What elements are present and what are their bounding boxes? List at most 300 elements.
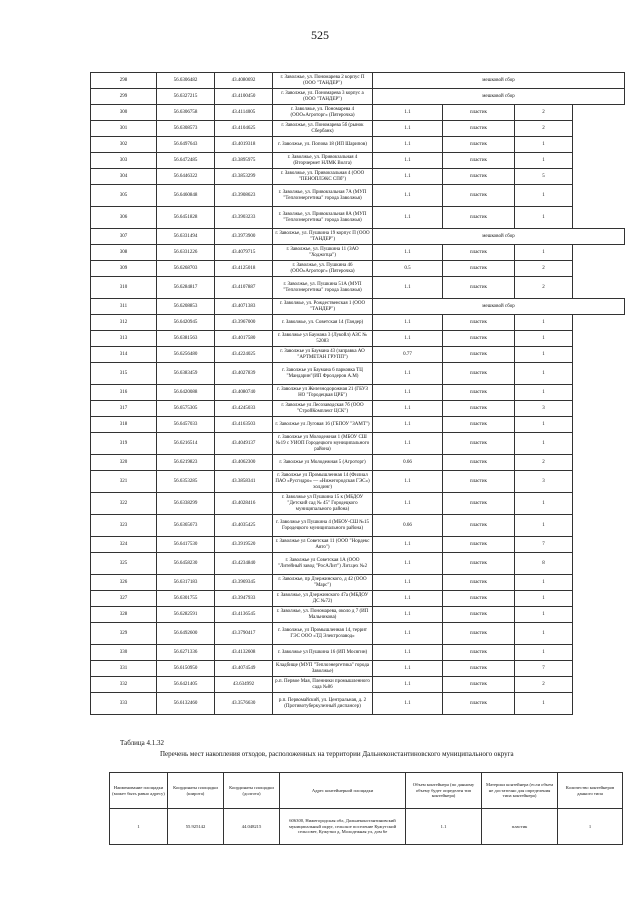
cell-address: г. Заволжье, ул. Советская 14 (Тандер)	[273, 315, 373, 331]
cell-volume: 1.1	[373, 185, 443, 207]
cell-address: г. Заволжье, ул. Привокзальная 8А (МУП "Теплоэнергетика" города Заволжья)	[273, 207, 373, 229]
cell-longitude: 43.4079715	[215, 245, 273, 261]
cell-material: пластик	[443, 121, 515, 137]
table-row	[91, 347, 625, 363]
header-site-name: Наименование площадки (может быть равно адресу)	[110, 773, 168, 809]
cell-material: пластик	[443, 385, 515, 401]
cell-volume: 1.1	[373, 153, 443, 169]
cell-number: 316	[91, 385, 157, 401]
cell-number: 325	[91, 553, 157, 575]
cell-address: р.п. Первое Мая, Пленники промышленного сада №86	[273, 677, 373, 693]
cell-longitude: 43.3895975	[215, 153, 273, 169]
cell-latitude: 56.6327215	[157, 89, 215, 105]
cell-count: 1	[515, 315, 573, 331]
cell-volume: 1.1	[373, 661, 443, 677]
cell-address: г. Заволжье ул Пушкина 16 (ИП Мосягин)	[273, 645, 373, 661]
cell-material: пластик	[443, 137, 515, 153]
cell-count: 2	[515, 261, 573, 277]
cell-count: 7	[515, 661, 573, 677]
table-row	[91, 417, 625, 433]
cell-latitude: 56.6306482	[157, 73, 215, 89]
cell-material: пластик	[443, 245, 515, 261]
cell-address: г. Заволжье ул Молодежная 1 (МБОУ СШ №19 с УИОП Городецкого муниципального района)	[273, 433, 373, 455]
cell-volume: 0.66	[373, 515, 443, 537]
cell-longitude: 43.4017580	[215, 331, 273, 347]
table-row	[91, 299, 625, 315]
cell-material: пластик	[443, 417, 515, 433]
cell-material: пластик	[443, 185, 515, 207]
table-row	[91, 73, 625, 89]
cell-address: г. Заволжье ул Баумана 43 (заправка АО "АРТМЕТАН ГРУПП")	[273, 347, 373, 363]
cell-longitude: 43.4027839	[215, 363, 273, 385]
cell-number: 318	[91, 417, 157, 433]
cell-latitude: 56.6216514	[157, 433, 215, 455]
cell-material: пластик	[482, 809, 558, 845]
cell-material: пластик	[443, 537, 515, 553]
cell-address: г. Заволжье, ул. Пономарева 2 корпус П (ООО "ТАНДЕР")	[273, 73, 373, 89]
waste-sites-table	[109, 772, 623, 845]
cell-count: 1	[515, 493, 573, 515]
table-row	[91, 277, 625, 299]
table-row	[91, 455, 625, 471]
container-sites-table	[90, 72, 625, 715]
cell-latitude: 56.6575305	[157, 401, 215, 417]
cell-collection: мешковой сбор	[373, 89, 625, 105]
cell-count: 1	[515, 693, 573, 715]
cell-longitude: 43.4136545	[215, 607, 273, 623]
cell-material: пластик	[443, 207, 515, 229]
cell-number: 323	[91, 515, 157, 537]
cell-address: г. Заволжье, ул. Привокзальная 4 (Вторчермет НЛМК Волга)	[273, 153, 373, 169]
cell-material: пластик	[443, 623, 515, 645]
cell-volume: 1.1	[373, 677, 443, 693]
table-row	[91, 515, 625, 537]
table-row	[91, 433, 625, 455]
cell-longitude: 43.634992	[215, 677, 273, 693]
cell-material: пластик	[443, 363, 515, 385]
table-row	[91, 401, 625, 417]
cell-latitude: 56.6457033	[157, 417, 215, 433]
cell-material: пластик	[443, 591, 515, 607]
table-caption: Таблица 4.1.32	[120, 739, 164, 747]
cell-latitude: 56.6353285	[157, 471, 215, 493]
cell-volume: 1.1	[373, 607, 443, 623]
cell-material: пластик	[443, 331, 515, 347]
cell-volume: 1.1	[373, 105, 443, 121]
cell-material: пластик	[443, 433, 515, 455]
table-row	[91, 493, 625, 515]
cell-count: 1	[515, 347, 573, 363]
cell-count: 1	[515, 331, 573, 347]
cell-address: г. Заволжье, ул. Пушкина 51А (МУП "Теплоэнергетика" города Заволжья)	[273, 277, 373, 299]
header-latitude: Координаты площадки (широта)	[168, 773, 224, 809]
cell-count: 1	[515, 207, 573, 229]
cell-number: 331	[91, 661, 157, 677]
cell-volume: 1.1	[373, 553, 443, 575]
cell-volume: 1.1	[373, 401, 443, 417]
cell-volume: 1.1	[373, 363, 443, 385]
cell-latitude: 56.6256480	[157, 347, 215, 363]
cell-latitude: 56.6420945	[157, 315, 215, 331]
cell-volume: 1.1	[373, 591, 443, 607]
cell-longitude: 43.4028416	[215, 493, 273, 515]
table-row	[91, 331, 625, 347]
cell-address: г. Заволжье, ул. Пономарева 3 корпус а (ООО "ТАНДЕР")	[273, 89, 373, 105]
cell-number: 330	[91, 645, 157, 661]
cell-volume: 1.1	[373, 493, 443, 515]
cell-address: г. Заволжье, пр Дзержинского, д 42 (ООО "Марс")	[273, 575, 373, 591]
cell-latitude: 56.6472485	[157, 153, 215, 169]
cell-latitude: 56.6446322	[157, 169, 215, 185]
cell-count: 8	[515, 553, 573, 575]
cell-volume: 0.66	[373, 455, 443, 471]
cell-material: пластик	[443, 105, 515, 121]
cell-address: г. Заволжье, ул. Пушкина 19 корпус П (ООО "ТАНДЕР")	[273, 229, 373, 245]
cell-address: г. Заволжье, ул. Привокзальная 7А (МУП "Теплоэнергетика" города Заволжья)	[273, 185, 373, 207]
cell-longitude: 43.4019318	[215, 137, 273, 153]
cell-latitude: 56.6306758	[157, 105, 215, 121]
cell-latitude: 56.6338299	[157, 493, 215, 515]
cell-latitude: 56.6282591	[157, 607, 215, 623]
table-row	[91, 553, 625, 575]
cell-number: 329	[91, 623, 157, 645]
cell-latitude: 56.6208853	[157, 299, 215, 315]
cell-longitude: 43.3903233	[215, 207, 273, 229]
cell-volume: 1.1	[373, 245, 443, 261]
cell-count: 2	[515, 121, 573, 137]
cell-latitude: 56.6460848	[157, 185, 215, 207]
table-row	[91, 591, 625, 607]
cell-count: 1	[515, 245, 573, 261]
cell-collection: мешковой сбор	[373, 299, 625, 315]
cell-longitude: 43.4107887	[215, 277, 273, 299]
cell-count: 7	[515, 537, 573, 553]
table-row	[91, 575, 625, 591]
cell-longitude: 43.4163503	[215, 417, 273, 433]
cell-latitude: 55.925142	[168, 809, 224, 845]
cell-longitude: 43.4114005	[215, 105, 273, 121]
cell-count: 1	[515, 417, 573, 433]
cell-number: 309	[91, 261, 157, 277]
cell-material: пластик	[443, 575, 515, 591]
cell-volume: 1.1	[373, 537, 443, 553]
cell-volume: 1.1	[406, 809, 482, 845]
cell-address: Кладбище (МУП "Теплоэнергетика" города Заволжье)	[273, 661, 373, 677]
cell-material: пластик	[443, 455, 515, 471]
cell-longitude: 43.4245033	[215, 401, 273, 417]
table-row	[91, 607, 625, 623]
cell-longitude: 43.4074549	[215, 661, 273, 677]
cell-material: пластик	[443, 315, 515, 331]
table-header-row	[110, 773, 623, 809]
cell-address: г. Заволжье ул Пушкина 15 к (МБДОУ "Детский сад № 45" Городецкого муниципального района)	[273, 493, 373, 515]
cell-volume: 1.1	[373, 693, 443, 715]
cell-number: 321	[91, 471, 157, 493]
cell-address: г. Заволжье, ул. Пушкина 46 (ООО«Агроторг» (Пятерочка)	[273, 261, 373, 277]
cell-number: 319	[91, 433, 157, 455]
cell-material: пластик	[443, 493, 515, 515]
cell-count: 1	[515, 185, 573, 207]
cell-latitude: 56.6219823	[157, 455, 215, 471]
cell-count: 2	[515, 455, 573, 471]
cell-longitude: 43.4224025	[215, 347, 273, 363]
cell-material: пластик	[443, 347, 515, 363]
table-row	[91, 121, 625, 137]
cell-number: 299	[91, 89, 157, 105]
cell-volume: 0.77	[373, 347, 443, 363]
cell-latitude: 56.6132460	[157, 693, 215, 715]
cell-number: 308	[91, 245, 157, 261]
cell-number: 326	[91, 575, 157, 591]
cell-longitude: 43.4080740	[215, 385, 273, 401]
cell-latitude: 56.6458230	[157, 553, 215, 575]
cell-material: пластик	[443, 515, 515, 537]
cell-count: 1	[515, 645, 573, 661]
cell-count: 1	[515, 607, 573, 623]
cell-latitude: 56.6421405	[157, 677, 215, 693]
cell-address: г. Заволжье, ул. Попова 18 (ИП Шарипов)	[273, 137, 373, 153]
cell-number: 302	[91, 137, 157, 153]
cell-volume: 1.1	[373, 277, 443, 299]
cell-address: г. Заволжье ул Молодежная 5 (Агроторг)	[273, 455, 373, 471]
cell-longitude: 43.4080692	[215, 73, 273, 89]
table-row	[91, 471, 625, 493]
cell-count: 5	[515, 169, 573, 185]
cell-address: г. Заволжье, ул. Пономарева, около д 7 (ИП Мальникова)	[273, 607, 373, 623]
cell-longitude: 43.4234840	[215, 553, 273, 575]
cell-number: 304	[91, 169, 157, 185]
table-row	[91, 185, 625, 207]
cell-latitude: 56.6451828	[157, 207, 215, 229]
page-number: 525	[311, 28, 329, 42]
cell-address: г. Заволжье ул Баумана 6 парковка ТЦ "Мандарин"(ИП Фролдеров А.М)	[273, 363, 373, 385]
cell-address: г. Заволжье ул Советская 11 (ООО "Нордекс Авто")	[273, 537, 373, 553]
cell-number: 327	[91, 591, 157, 607]
cell-address: р.п. Первомайский, ул. Центральная, д. 2 (Противотуберкулезный диспансер)	[273, 693, 373, 715]
table-row	[91, 153, 625, 169]
cell-number: 310	[91, 277, 157, 299]
cell-longitude: 43.4062300	[215, 455, 273, 471]
cell-latitude: 56.6417530	[157, 537, 215, 553]
table-row	[91, 645, 625, 661]
table-row	[91, 537, 625, 553]
cell-number: 315	[91, 363, 157, 385]
cell-longitude: 43.3858341	[215, 471, 273, 493]
cell-latitude: 56.6365673	[157, 515, 215, 537]
table-row	[91, 207, 625, 229]
cell-count: 3	[515, 401, 573, 417]
cell-site-name: 1	[110, 809, 168, 845]
cell-number: 314	[91, 347, 157, 363]
cell-longitude: 43.4035425	[215, 515, 273, 537]
cell-longitude: 43.3919520	[215, 537, 273, 553]
cell-longitude: 43.4132608	[215, 645, 273, 661]
cell-address: г. Заволжье, ул Дзержинского 47а (МБДОУ ДС №72)	[273, 591, 373, 607]
table-row	[91, 245, 625, 261]
cell-volume: 1.1	[373, 331, 443, 347]
table-row	[91, 261, 625, 277]
cell-longitude: 43.4100450	[215, 89, 273, 105]
cell-longitude: 43.3853299	[215, 169, 273, 185]
cell-volume: 1.1	[373, 385, 443, 401]
table-row	[110, 809, 623, 845]
cell-number: 311	[91, 299, 157, 315]
cell-number: 298	[91, 73, 157, 89]
cell-volume: 1.1	[373, 207, 443, 229]
header-material: Материал контейнера (если объем не достаточно для определения типа контейнера)	[482, 773, 558, 809]
cell-number: 317	[91, 401, 157, 417]
cell-longitude: 43.4125018	[215, 261, 273, 277]
cell-volume: 1.1	[373, 417, 443, 433]
cell-number: 312	[91, 315, 157, 331]
cell-number: 324	[91, 537, 157, 553]
cell-longitude: 43.3790417	[215, 623, 273, 645]
cell-number: 301	[91, 121, 157, 137]
table-row	[91, 89, 625, 105]
cell-latitude: 56.6331226	[157, 245, 215, 261]
cell-number: 332	[91, 677, 157, 693]
cell-latitude: 56.6317183	[157, 575, 215, 591]
cell-latitude: 56.6331494	[157, 229, 215, 245]
cell-volume: 1.1	[373, 137, 443, 153]
cell-number: 333	[91, 693, 157, 715]
cell-address: г. Заволжье ул Баумана 3 (Лукойл) АЗС № 52083	[273, 331, 373, 347]
cell-latitude: 56.6284817	[157, 277, 215, 299]
table-row	[91, 169, 625, 185]
cell-latitude: 56.6268703	[157, 261, 215, 277]
cell-latitude: 56.6308573	[157, 121, 215, 137]
cell-count: 1	[515, 385, 573, 401]
header-address: Адрес контейнерной площадки	[280, 773, 406, 809]
cell-number: 313	[91, 331, 157, 347]
cell-longitude: 43.3973900	[215, 229, 273, 245]
cell-count: 1	[515, 137, 573, 153]
cell-count: 1	[515, 515, 573, 537]
cell-material: пластик	[443, 169, 515, 185]
table-row	[91, 229, 625, 245]
cell-material: пластик	[443, 607, 515, 623]
cell-longitude: 43.3967000	[215, 315, 273, 331]
cell-longitude: 43.3969345	[215, 575, 273, 591]
cell-address: г. Заволжье, ул. Рождественская 1 (ООО "ТАНДЕР")	[273, 299, 373, 315]
cell-number: 320	[91, 455, 157, 471]
cell-address: г. Заволжье ул Советская 1А (ООО "Литейный завод "РосАЛит") Лит.цех №2	[273, 553, 373, 575]
cell-material: пластик	[443, 661, 515, 677]
cell-material: пластик	[443, 471, 515, 493]
cell-longitude: 43.3947933	[215, 591, 273, 607]
cell-volume: 1.1	[373, 315, 443, 331]
header-longitude: Координаты площадки (долгота)	[224, 773, 280, 809]
cell-longitude: 43.4104625	[215, 121, 273, 137]
cell-count: 1	[515, 153, 573, 169]
table-row	[91, 315, 625, 331]
cell-address: г. Заволжье ул Лесозаводская 7б (ООО "СтройКомплект ЦСК")	[273, 401, 373, 417]
cell-latitude: 56.6420088	[157, 385, 215, 401]
cell-number: 305	[91, 185, 157, 207]
cell-address: г. Заволжье ул Промышленная 14 (Филиал ПАО «Русгидро» — «Нижегородская ГЭС») холдинг)	[273, 471, 373, 493]
cell-volume: 1.1	[373, 645, 443, 661]
cell-latitude: 56.6383459	[157, 363, 215, 385]
table-row	[91, 363, 625, 385]
cell-count: 1	[515, 623, 573, 645]
cell-count: 1	[515, 591, 573, 607]
cell-volume: 0.5	[373, 261, 443, 277]
cell-address: г. Заволжье, ул Промышленная 14, террит ГЭС ООО «ТД Электрозавод»	[273, 623, 373, 645]
cell-material: пластик	[443, 277, 515, 299]
header-count: Количество контейнеров данного типа	[558, 773, 623, 809]
table-row	[91, 137, 625, 153]
cell-number: 307	[91, 229, 157, 245]
cell-material: пластик	[443, 153, 515, 169]
table-row	[91, 677, 625, 693]
cell-address: г. Заволжье ул Луговая 16 (ГБПОУ "ЗАМТ")	[273, 417, 373, 433]
cell-count: 2	[515, 677, 573, 693]
cell-address: г. Заволжье, ул. Привокзальная 4 (ООО "ПЕНОПЛЭКС СПб")	[273, 169, 373, 185]
cell-material: пластик	[443, 553, 515, 575]
cell-count: 1	[515, 363, 573, 385]
cell-material: пластик	[443, 261, 515, 277]
cell-collection: мешковой сбор	[373, 73, 625, 89]
cell-material: пластик	[443, 401, 515, 417]
cell-volume: 1.1	[373, 471, 443, 493]
table-row	[91, 105, 625, 121]
cell-number: 303	[91, 153, 157, 169]
cell-volume: 1.1	[373, 121, 443, 137]
table-row	[91, 623, 625, 645]
cell-latitude: 56.6497643	[157, 137, 215, 153]
table-row	[91, 385, 625, 401]
cell-count: 1	[515, 575, 573, 591]
cell-number: 322	[91, 493, 157, 515]
cell-collection: мешковой сбор	[373, 229, 625, 245]
cell-count: 3	[515, 471, 573, 493]
cell-volume: 1.1	[373, 433, 443, 455]
cell-address: 606300, Нижегородская обл, Дальнеконстантиновский муниципальный округ, сельское поселение Кужутский сельсовет, Кужутки д, Молодежная ул, дом 6е	[280, 809, 406, 845]
cell-count: 1	[558, 809, 623, 845]
cell-address: г. Заволжье, ул. Пономарева 4 (ООО«Агроторг» (Пятерочка)	[273, 105, 373, 121]
cell-longitude: 43.4071383	[215, 299, 273, 315]
cell-material: пластик	[443, 677, 515, 693]
cell-count: 2	[515, 277, 573, 299]
cell-latitude: 56.6492600	[157, 623, 215, 645]
cell-volume: 1.1	[373, 623, 443, 645]
cell-address: г. Заволжье, ул. Пономарева 5б (рынок Сбербанк)	[273, 121, 373, 137]
cell-number: 300	[91, 105, 157, 121]
table-row	[91, 693, 625, 715]
cell-longitude: 44.048215	[224, 809, 280, 845]
cell-latitude: 56.6381563	[157, 331, 215, 347]
cell-latitude: 56.6271336	[157, 645, 215, 661]
cell-count: 2	[515, 105, 573, 121]
cell-latitude: 56.6301755	[157, 591, 215, 607]
cell-longitude: 43.4049137	[215, 433, 273, 455]
cell-address: г. Заволжье ул Железнодорожная 21 (ГБУЗ НО "Городецкая ЦРБ")	[273, 385, 373, 401]
cell-number: 306	[91, 207, 157, 229]
cell-material: пластик	[443, 693, 515, 715]
cell-latitude: 56.6150950	[157, 661, 215, 677]
cell-address: г. Заволжье, ул. Пушкина 11 (ЗАО "Ходжотца")	[273, 245, 373, 261]
cell-material: пластик	[443, 645, 515, 661]
cell-longitude: 43.3908623	[215, 185, 273, 207]
cell-count: 1	[515, 433, 573, 455]
cell-volume: 1.1	[373, 575, 443, 591]
table-row	[91, 661, 625, 677]
table-subtitle: Перечень мест накопления отходов, расположенных на территории Дальнеконстантиновского муниципального округа	[160, 750, 514, 758]
cell-address: г. Заволжье ул Пушкина 4 (МБОУ-СШ №15 Городецкого муниципального района)	[273, 515, 373, 537]
cell-longitude: 43.3576630	[215, 693, 273, 715]
header-volume: Объем контейнера (по данному объему будет определен тип контейнера)	[406, 773, 482, 809]
cell-number: 328	[91, 607, 157, 623]
